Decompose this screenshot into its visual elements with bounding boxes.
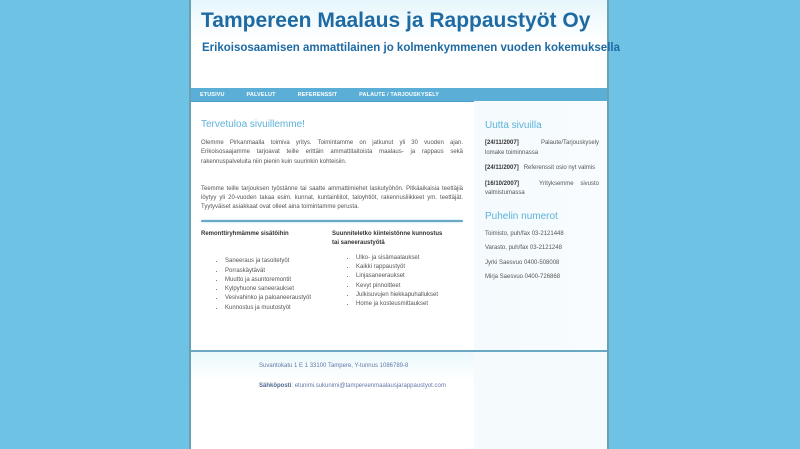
service-item: • Vesivahinko ja paloaneeraustyöt — [225, 294, 318, 303]
footer-address: Suvantokatu 1 E 1 33100 Tampere, Y-tunnus 1086789-8 — [259, 363, 409, 369]
renovation-services-heading: Suunniteletko kiinteistönne kunnostus tai saneeraustyötä — [332, 230, 443, 247]
news-item — [485, 164, 599, 174]
news-text: Palaute/Tarjouskysely lomake toiminnassa — [485, 140, 599, 156]
service-item: • Kunnostus ja muutostyöt — [225, 304, 318, 313]
service-item: • Linjasaneeraukset — [356, 272, 449, 281]
news-date: [24/11/2007] — [485, 140, 519, 146]
service-item: • Saneeraus ja tasoitetyöt — [225, 257, 318, 266]
footer-sidebar-bg — [474, 352, 607, 449]
offer-paragraph: Teemme teille tarjouksen työstänne tai saatte ammattimiehet laskutyöhön. Pitkäaikaisia teettäjiä löytyy yli 20-vuoden takaa esim. kunnat, kuntainliitot, taloyhtiöt, rakennusliikkeet ym. teettäjät. Tyytyväiset asiakkaat ovat olleet aina toimintamme perusta. — [201, 185, 463, 211]
interior-services-heading: Remonttiryhmämme sisätöihin — [201, 230, 289, 237]
news-date: [24/11/2007] — [485, 165, 519, 171]
service-item: • Ulko- ja sisämaalaukset — [356, 254, 449, 263]
phones-title: Puhelin numerot — [485, 210, 558, 222]
site-title: Tampereen Maalaus ja Rappaustyöt Oy — [201, 9, 591, 32]
site-subtitle: Erikoisosaamisen ammattilainen jo kolmenkymmenen vuoden kokemuksella — [202, 42, 620, 54]
nav-palaute-tarjouskysely[interactable]: PALAUTE / TARJOUSKYSELY — [359, 91, 439, 98]
service-item: • Kevyt pinnoitteet — [356, 282, 449, 291]
site-footer — [191, 352, 607, 449]
interior-services — [201, 230, 318, 313]
news-item — [485, 139, 599, 158]
nav-palvelut[interactable]: PALVELUT — [246, 91, 276, 98]
site-header — [191, 0, 620, 88]
section-divider — [201, 220, 463, 222]
page-container — [189, 0, 620, 449]
service-item: • Home ja kosteusmittaukset — [356, 300, 449, 309]
footer-email: Sähköposti: etunimi.sukunimi@tampereenmaalausjarappaustyot.com — [259, 383, 446, 389]
intro-paragraph: Olemme Pirkanmaalla toimiva yritys. Toimintamme on jatkunut yli 30 vuoden ajan. Erikoisosaajamme tarjoavat teille erittäin ammattitaitoista maalaus- ja rappaus sekä rakennuspalveluita niin pienin kuin suurinkin kohteisiin. — [201, 140, 463, 165]
main-content — [201, 114, 463, 313]
service-item: • Muutto ja asuntoremontit — [225, 276, 318, 285]
news-title: Uutta sivuilla — [485, 120, 542, 131]
news-text: Yrityksemme sivusto valmistumassa — [485, 180, 599, 196]
main-nav — [191, 88, 607, 102]
service-item: • Julkisuvujen hiekkapuhallukset — [356, 291, 449, 300]
phone-item: Toimisto, puh/fax 03-2121448 — [485, 230, 564, 237]
service-item: • Kaikki rappaustyöt — [356, 263, 449, 272]
services-columns — [201, 230, 463, 313]
phone-item: Mirja Saesvuo 0400-726868 — [485, 274, 561, 280]
service-item: • Kylpyhuone saneeraukset — [225, 285, 318, 294]
news-text: Referenssit osio nyt valmis — [523, 165, 596, 171]
welcome-title: Tervetuloa sivuillemme! — [201, 119, 305, 130]
phone-item: Varasto, puh/fax 03-2121248 — [485, 245, 562, 251]
nav-referenssit[interactable]: REFERENSSIT — [297, 91, 338, 98]
phone-item: Jyrki Saesvuo 0400-508008 — [485, 259, 560, 266]
renovation-services — [332, 230, 449, 313]
nav-etusivu[interactable]: ETUSIVU — [200, 91, 225, 98]
news-date: [16/10/2007] — [485, 180, 520, 187]
service-item: • Porraskäytävät — [225, 267, 318, 276]
email-label: Sähköposti — [259, 383, 292, 389]
news-item — [485, 180, 599, 199]
email-link[interactable]: etunimi.sukunimi@tampereenmaalausjarappaustyot.com — [294, 383, 446, 389]
